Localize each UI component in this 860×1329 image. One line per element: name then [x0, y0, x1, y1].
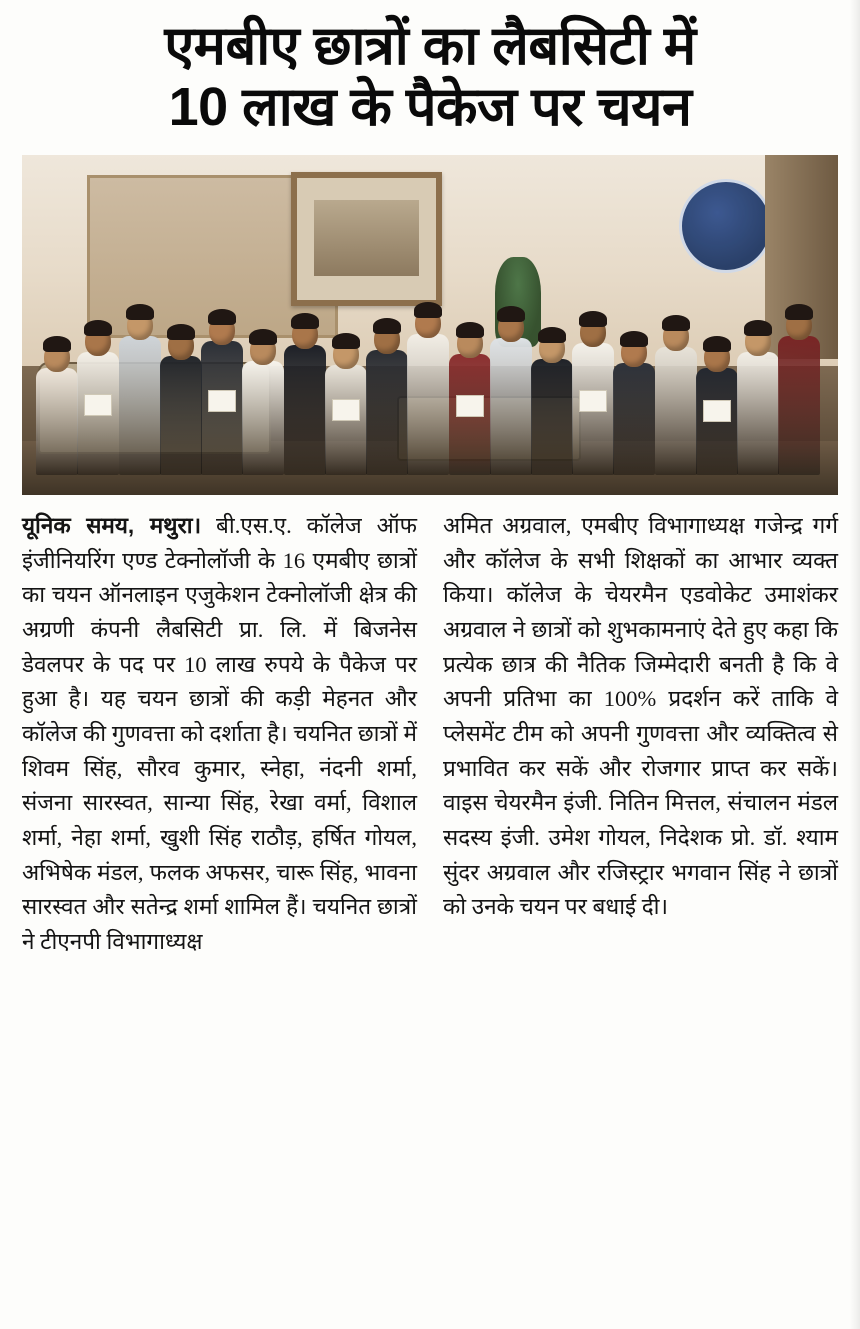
photo-person: [34, 336, 80, 475]
photo-person-hair: [538, 327, 566, 343]
photo-person-body: [366, 350, 408, 475]
photo-person: [488, 306, 534, 474]
photo-person-body: [160, 356, 202, 474]
photo-person-hair: [744, 320, 772, 336]
photo-certificate: [456, 395, 484, 417]
photo-person-hair: [497, 306, 525, 322]
photo-person-hair: [456, 322, 484, 338]
photo-people-row: [22, 250, 838, 474]
photo-person: [447, 322, 493, 475]
photo-person-body: [737, 352, 779, 475]
page-title: [22, 16, 838, 139]
photo-person: [158, 324, 204, 474]
photo-person-hair: [414, 302, 442, 318]
photo-person: [776, 304, 822, 475]
photo-person-hair: [703, 336, 731, 352]
photo-person-body: [531, 359, 573, 475]
headline-line-2: 10 लाख के पैकेज पर चयन: [168, 77, 692, 138]
photo-person-body: [119, 336, 161, 475]
photo-scene: [22, 155, 838, 495]
photo-person: [735, 320, 781, 475]
photo-person-body: [36, 368, 78, 475]
page-edge-shadow: [850, 0, 860, 1329]
article-column-left: [22, 509, 417, 959]
photo-person: [364, 318, 410, 475]
photo-person: [240, 329, 286, 475]
photo-person-hair: [167, 324, 195, 340]
photo-person-body: [778, 336, 820, 475]
photo-person-body: [490, 338, 532, 474]
byline: यूनिक समय, मथुरा।: [22, 513, 202, 539]
photo-person-body: [655, 347, 697, 474]
photo-person-hair: [662, 315, 690, 331]
photo-person-body: [284, 345, 326, 475]
photo-certificate: [703, 400, 731, 422]
photo-person-hair: [785, 304, 813, 320]
photo-person: [570, 311, 616, 475]
photo-person: [117, 304, 163, 475]
photo-certificate: [84, 394, 112, 416]
article-column-right: [443, 509, 838, 959]
photo-certificate: [208, 390, 236, 412]
photo-person-hair: [126, 304, 154, 320]
photo-certificate: [579, 390, 607, 412]
photo-person: [694, 336, 740, 475]
photo-person: [75, 320, 121, 475]
photo-person-hair: [291, 313, 319, 329]
article-text-right: अमित अग्रवाल, एमबीए विभागाध्यक्ष गजेन्द्र गर्ग और कॉलेज के सभी शिक्षकों का आभार व्यक्त किया। कॉलेज के चेयरमैन एडवोकेट उमाशंकर अग्रवाल ने छात्रों को शुभकामनाएं देते हुए कहा कि प्रत्येक छात्र की नैतिक जिम्मेदारी बनती है कि वे अपनी प्रतिभा का 100% प्रदर्शन करें ताकि वे प्लेसमेंट टीम को अपनी गुणवत्ता और व्यक्तित्व से प्रभावित कर सकें और रोजगार प्राप्त कर सकें। वाइस चेयरमैन इंजी. नितिन मित्तल, संचालन मंडल सदस्य इंजी. उमेश गोयल, निदेशक प्रो. डॉ. श्याम सुंदर अग्रवाल और रजिस्ट्रार भगवान सिंह ने छात्रों को उनके चयन पर बधाई दी।: [443, 513, 838, 920]
photo-person: [323, 333, 369, 474]
photo-person: [282, 313, 328, 475]
photo-person-body: [613, 363, 655, 475]
photo-person: [653, 315, 699, 474]
photo-person: [611, 331, 657, 475]
article-body: [22, 509, 838, 959]
photo-person-hair: [84, 320, 112, 336]
photo-person-body: [242, 361, 284, 475]
photo-person-hair: [620, 331, 648, 347]
photo-person: [405, 302, 451, 475]
photo-person-hair: [43, 336, 71, 352]
photo-certificate: [332, 399, 360, 421]
photo-person: [529, 327, 575, 475]
photo-person-hair: [332, 333, 360, 349]
photo-person-hair: [208, 309, 236, 325]
photo-person-hair: [249, 329, 277, 345]
headline-line-1: एमबीए छात्रों का लैबसिटी में: [164, 16, 696, 76]
article-text-left: बी.एस.ए. कॉलेज ऑफ इंजीनियरिंग एण्ड टेक्नोलॉजी के 16 एमबीए छात्रों का चयन ऑनलाइन एजुकेशन टेक्नोलॉजी क्षेत्र की अग्रणी कंपनी लैबसिटी प्रा. लि. में बिजनेस डेवलपर के पद पर 10 लाख रुपये के पैकेज पर हुआ है। यह चयन छात्रों की कड़ी मेहनत और कॉलेज की गुणवत्ता को दर्शाता है। चयनित छात्रों में शिवम सिंह, सौरव कुमार, स्नेहा, नंदनी शर्मा, संजना सारस्वत, सान्या सिंह, रेखा वर्मा, विशाल शर्मा, नेहा शर्मा, खुशी सिंह राठौड़, हर्षित गोयल, अभिषेक मंडल, फलक अफसर, चारू सिंह, भावना सारस्वत और सतेन्द्र शर्मा शामिल हैं। चयनित छात्रों ने टीएनपी विभागाध्यक्ष: [22, 513, 417, 954]
article-photo: [22, 155, 838, 495]
photo-person-hair: [373, 318, 401, 334]
photo-person-hair: [579, 311, 607, 327]
photo-person-body: [407, 334, 449, 475]
photo-person: [199, 309, 245, 475]
